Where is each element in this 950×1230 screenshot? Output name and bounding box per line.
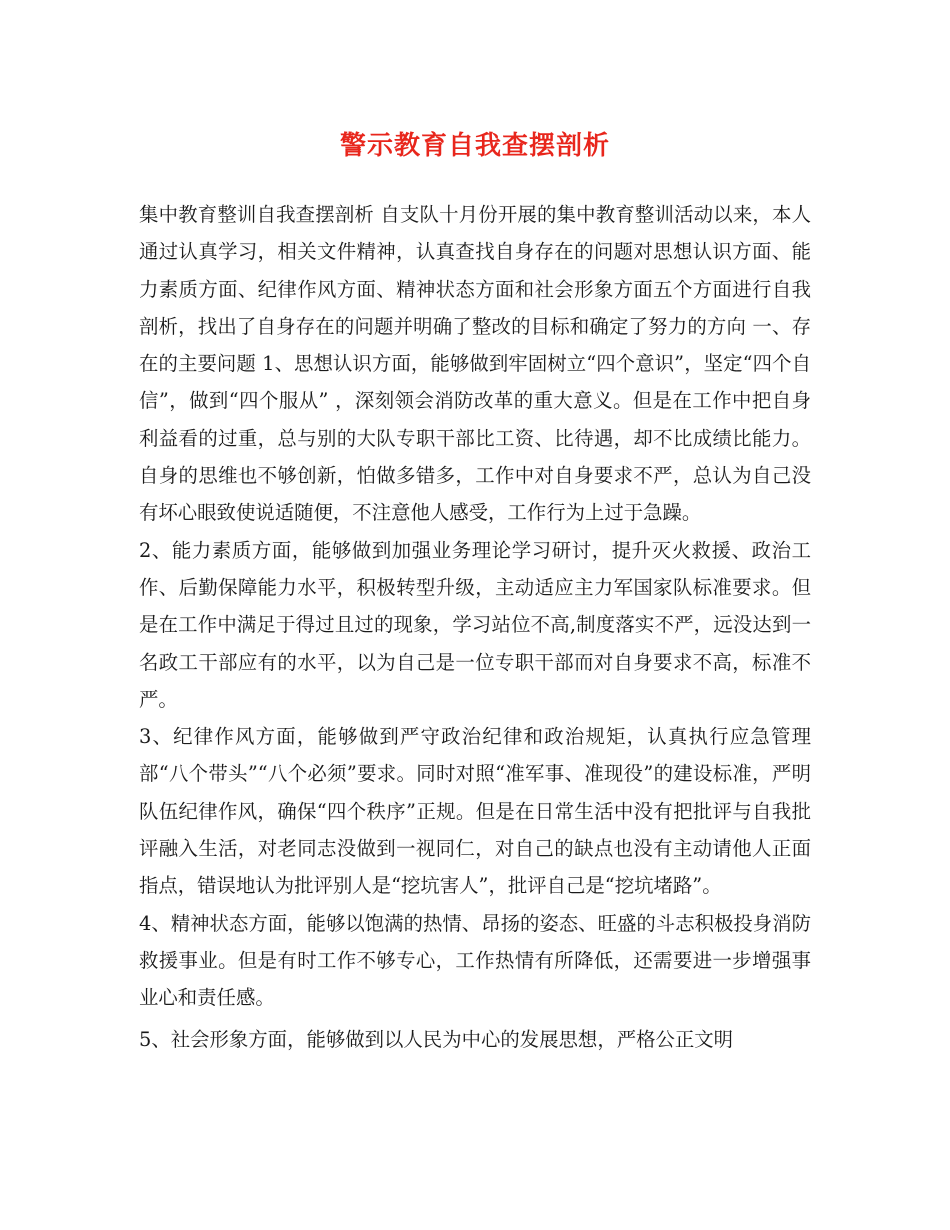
paragraph-intro: 集中教育整训自我查摆剖析 自支队十月份开展的集中教育整训活动以来，本人通过认真学习，相关文件精神，认真查找自身存在的问题对思想认识方面、能力素质方面、纪律作风方面、精神状态方面和社会形象方面五个方面进行自我剖析，找出了自身存在的问题并明确了整改的目标和确定了努力的方向 一、存在的主要问题 1、思想认识方面，能够做到牢固树立“四个意识”，坚定“四个自信”，做到“四个服从” ，深刻领会消防改革的重大意义。但是在工作中把自身利益看的过重，总与别的大队专职干部比工资、比待遇，却不比成绩比能力。自身的思维也不够创新，怕做多错多，工作中对自身要求不严，总认为自己没有坏心眼致使说适随便，不注意他人感受，工作行为上过于急躁。: [139, 203, 811, 525]
document-title: 警示教育自我查摆剖析: [339, 131, 610, 161]
paragraph-spirit: 4、精神状态方面，能够以饱满的热情、昂扬的姿态、旺盛的斗志积极投身消防救援事业。但是有时工作不够专心，工作热情有所降低，还需要进一步增强事业心和责任感。: [139, 911, 811, 1010]
document-body: [139, 196, 811, 1058]
paragraph-discipline: 3、纪律作风方面，能够做到严守政治纪律和政治规矩，认真执行应急管理部“八个带头”“八个必须”要求。同时对照“准军事、准现役”的建设标准，严明队伍纪律作风，确保“四个秩序”正规。但是在日常生活中没有把批评与自我批评融入生活，对老同志没做到一视同仁，对自己的缺点也没有主动请他人正面指点，错误地认为批评别人是“挖坑害人”，批评自己是“挖坑堵路”。: [139, 725, 811, 898]
paragraph-ability: 2、能力素质方面，能够做到加强业务理论学习研讨，提升灭火救援、政治工作、后勤保障能力水平，积极转型升级，主动适应主力军国家队标准要求。但是在工作中满足于得过且过的现象，学习站位不高,制度落实不严，远没达到一名政工干部应有的水平，以为自己是一位专职干部而对自身要求不高，标准不严。: [139, 538, 811, 711]
paragraph-social-image: 5、社会形象方面，能够做到以人民为中心的发展思想，严格公正文明: [139, 1027, 734, 1051]
